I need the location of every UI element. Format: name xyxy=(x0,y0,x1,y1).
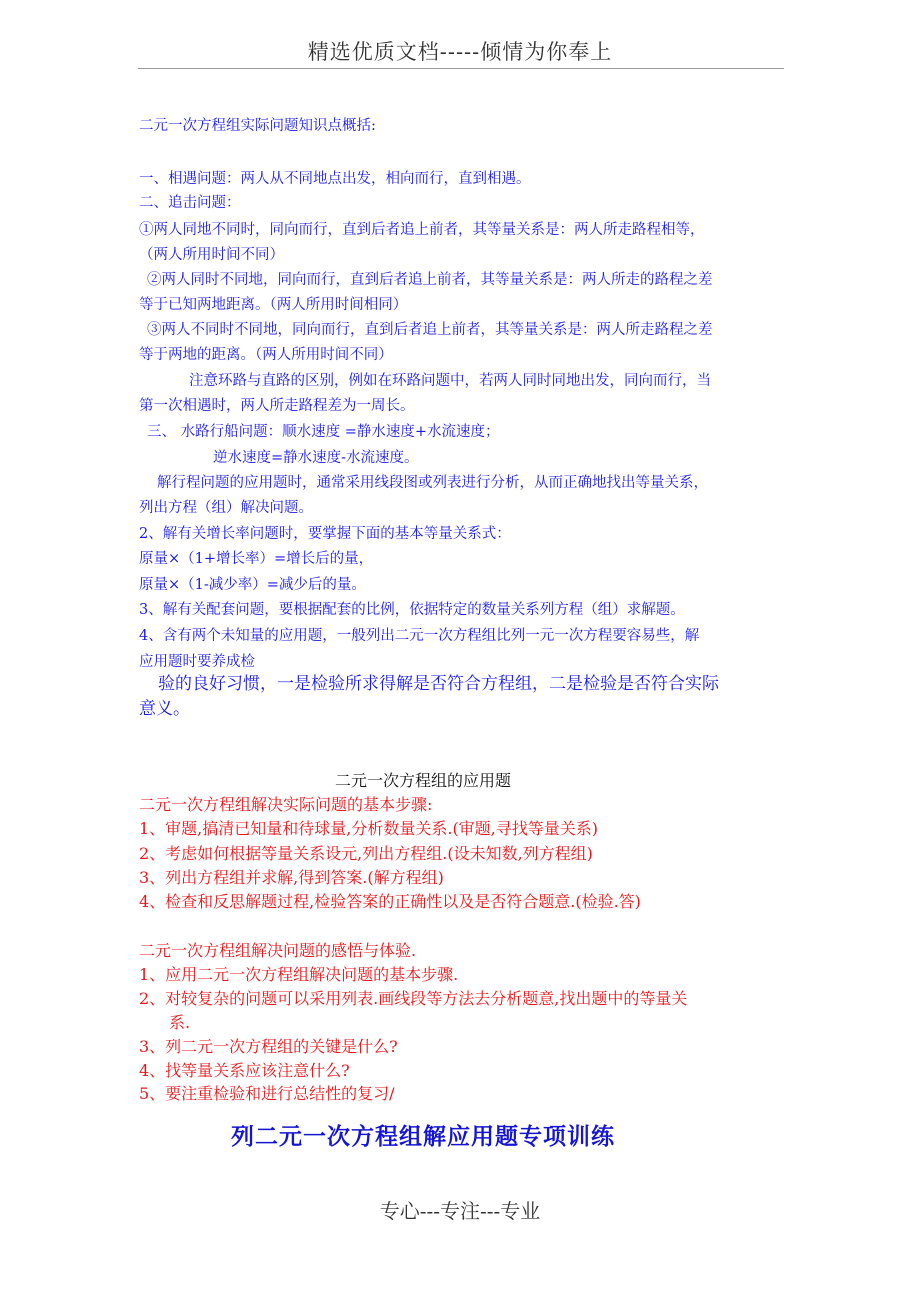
text-line: ③两人不同时不同地，同向而行，直到后者追上前者，其等量关系是：两人所走路程之差 xyxy=(147,322,713,338)
text-line: 注意环路与直路的区别，例如在环路问题中，若两人同时同地出发，同向而行，当 xyxy=(189,373,711,389)
text-line: 二、追击问题： xyxy=(139,195,241,211)
text-line: 解行程问题的应用题时，通常采用线段图或列表进行分析，从而正确地找出等量关系， xyxy=(157,475,708,491)
knowledge-heading: 二元一次方程组实际问题知识点概括: xyxy=(139,118,376,134)
steps-heading: 二元一次方程组解决实际问题的基本步骤: xyxy=(139,795,433,814)
list-item: 系. xyxy=(169,1013,191,1032)
text-line: 逆水速度=静水速度-水流速度。 xyxy=(213,450,419,466)
experience-heading: 二元一次方程组解决问题的感悟与体验. xyxy=(139,941,417,960)
header-divider xyxy=(138,68,784,69)
list-item: 3、列出方程组并求解,得到答案.(解方程组) xyxy=(139,868,444,887)
text-line: 原量×（1+增长率）=增长后的量， xyxy=(139,551,374,567)
list-item: 2、考虑如何根据等量关系设元,列出方程组.(设未知数,列方程组) xyxy=(139,844,593,863)
text-line: 列出方程（组）解决问题。 xyxy=(139,500,313,516)
section-heading: 二元一次方程组的应用题 xyxy=(335,771,512,790)
text-line: 应用题时要养成检 xyxy=(139,654,255,670)
text-line: 验的良好习惯，一是检验所求得解是否符合方程组，二是检验是否符合实际 xyxy=(158,674,719,694)
text-line: （两人所用时间不同） xyxy=(139,247,284,263)
text-line: 4、含有两个未知量的应用题，一般列出二元一次方程组比列一元一次方程要容易些，解 xyxy=(139,628,700,644)
list-item: 2、对较复杂的问题可以采用列表.画线段等方法去分析题意,找出题中的等量关 xyxy=(139,989,688,1008)
text-line: ①两人同地不同时，同向而行，直到后者追上前者，其等量关系是：两人所走路程相等， xyxy=(139,222,705,238)
text-line: 一、相遇问题：两人从不同地点出发，相向而行，直到相遇。 xyxy=(139,171,531,187)
text-line: 等于两地的距离。（两人所用时间不同） xyxy=(139,347,393,363)
text-line: 三、 水路行船问题：顺水速度 =静水速度+水流速度； xyxy=(147,424,500,440)
training-title: 列二元一次方程组解应用题专项训练 xyxy=(231,1124,615,1150)
list-item: 3、列二元一次方程组的关键是什么? xyxy=(139,1037,398,1056)
list-item: 1、应用二元一次方程组解决问题的基本步骤. xyxy=(139,965,459,984)
text-line: 第一次相遇时，两人所走路程差为一周长。 xyxy=(139,398,415,414)
text-line: 原量×（1-减少率）=减少后的量。 xyxy=(139,577,366,593)
list-item: 5、要注重检验和进行总结性的复习/ xyxy=(139,1084,395,1103)
list-item: 4、找等量关系应该注意什么? xyxy=(139,1061,350,1080)
page-header: 精选优质文档-----倾情为你奉上 xyxy=(307,40,613,64)
text-line: 3、解有关配套问题，要根据配套的比例，依据特定的数量关系列方程（组）求解题。 xyxy=(139,602,685,618)
page-footer: 专心---专注---专业 xyxy=(379,1199,541,1223)
text-line: 意义。 xyxy=(139,699,190,719)
text-line: 等于已知两地距离。（两人所用时间相同） xyxy=(139,297,408,313)
text-line: 2、解有关增长率问题时，要掌握下面的基本等量关系式： xyxy=(139,526,511,542)
list-item: 4、检查和反思解题过程,检验答案的正确性以及是否符合题意.(检验.答) xyxy=(139,892,641,911)
text-line: ②两人同时不同地，同向而行，直到后者追上前者，其等量关系是：两人所走的路程之差 xyxy=(147,272,713,288)
list-item: 1、审题,搞清已知量和待球量,分析数量关系.(审题,寻找等量关系) xyxy=(139,819,599,838)
